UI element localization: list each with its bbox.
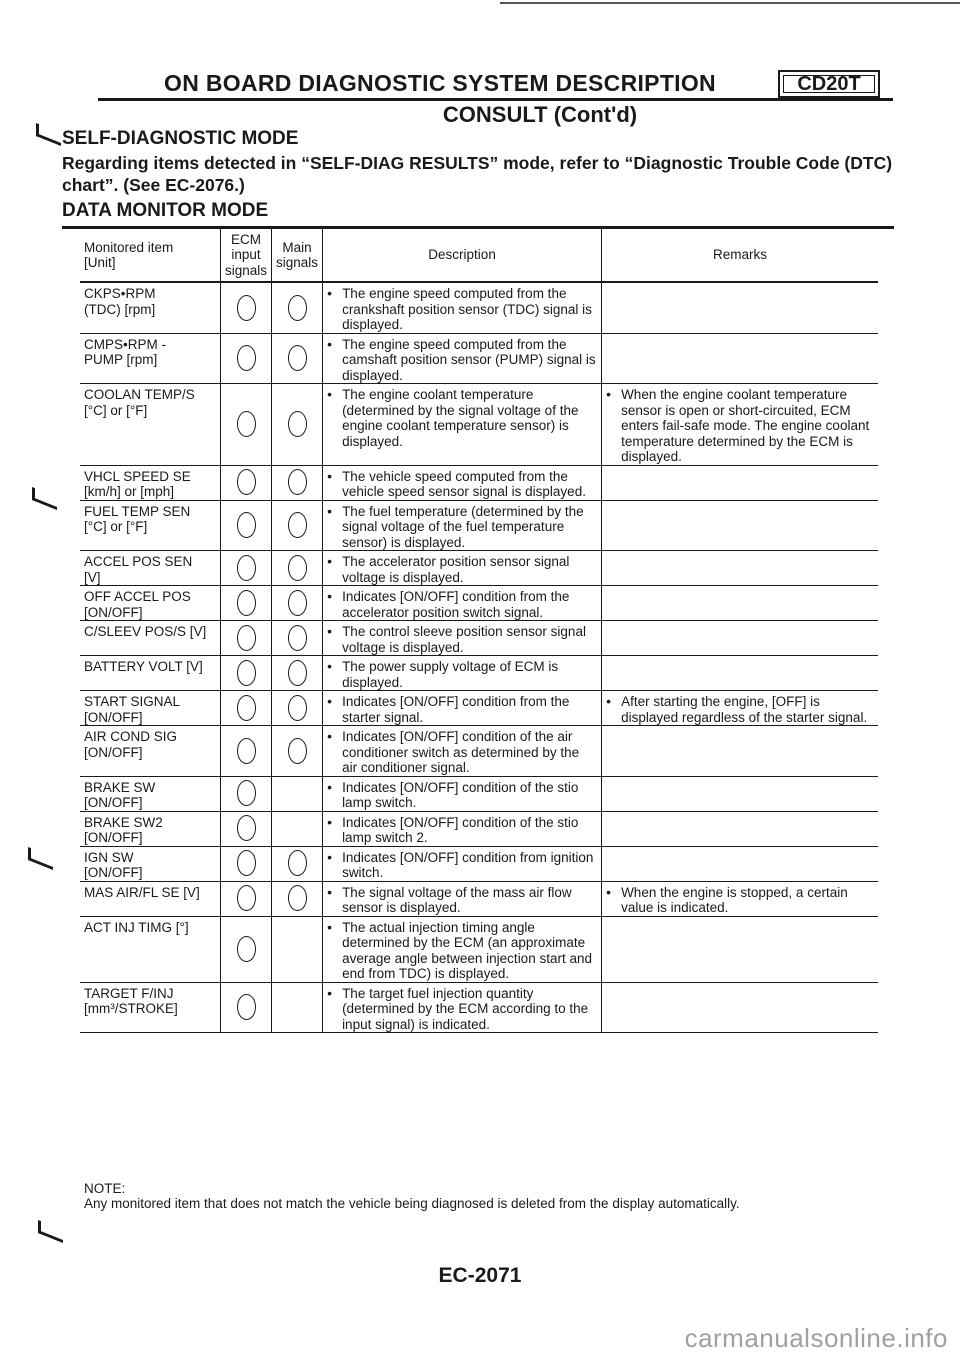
- ecm-input-cell: [221, 916, 272, 982]
- page-number: EC-2071: [438, 1264, 522, 1287]
- description-text: • The engine speed computed from the crankshaft position sensor (TDC) signal is displayed.: [327, 286, 597, 333]
- table-row: [80, 500, 878, 551]
- table-row: [80, 384, 878, 466]
- remarks-cell: [602, 916, 879, 982]
- page-subtitle: CONSULT (Cont'd): [442, 102, 638, 127]
- table-row: [80, 881, 878, 916]
- table-body: [80, 282, 878, 1033]
- col-header-description: Description: [323, 229, 602, 282]
- circle-mark-icon: [288, 469, 307, 495]
- circle-mark-icon: [288, 590, 307, 616]
- circle-mark-icon: [237, 885, 256, 911]
- ecm-input-cell: [221, 656, 272, 691]
- circle-mark-icon: [288, 695, 307, 721]
- engine-badge: CD20T: [778, 70, 880, 98]
- description-text: • Indicates [ON/OFF] condition of the stio lamp switch.: [327, 780, 597, 811]
- description-cell: [323, 811, 602, 846]
- description-cell: [323, 776, 602, 811]
- description-text: • The power supply voltage of ECM is displayed.: [327, 659, 597, 690]
- description-text: • The fuel temperature (determined by the signal voltage of the fuel temperature sensor) is displayed.: [327, 504, 597, 551]
- description-cell: [323, 500, 602, 551]
- ecm-input-cell: [221, 500, 272, 551]
- col-header-remarks: Remarks: [602, 229, 879, 282]
- circle-mark-icon: [288, 512, 307, 538]
- monitored-item: TARGET F/INJ [mm³/STROKE]: [80, 982, 221, 1033]
- main-signal-cell: [272, 621, 323, 656]
- title-rule: [98, 98, 893, 101]
- remarks-cell: [602, 551, 879, 586]
- ecm-input-cell: [221, 776, 272, 811]
- circle-mark-icon: [237, 295, 256, 321]
- table-row: [80, 726, 878, 777]
- main-signal-cell: [272, 551, 323, 586]
- col-header-main: Main signals: [272, 229, 323, 282]
- remarks-cell: [602, 500, 879, 551]
- monitored-item: ACCEL POS SEN [V]: [80, 551, 221, 586]
- description-cell: [323, 881, 602, 916]
- table-row: [80, 691, 878, 726]
- top-edge-line: [500, 2, 960, 4]
- main-signal-cell: [272, 982, 323, 1033]
- circle-mark-icon: [237, 738, 256, 764]
- ecm-input-cell: [221, 982, 272, 1033]
- remarks-cell: [602, 384, 879, 466]
- ecm-input-cell: [221, 846, 272, 881]
- circle-mark-icon: [288, 411, 307, 437]
- circle-mark-icon: [237, 780, 256, 806]
- circle-mark-icon: [288, 295, 307, 321]
- monitored-item: OFF ACCEL POS [ON/OFF]: [80, 586, 221, 621]
- main-signal-cell: [272, 333, 323, 384]
- remarks-text: • When the engine coolant temperature sensor is open or short-circuited, ECM enters fail-safe mode. The engine coolant temperature determined by the ECM is displayed.: [606, 387, 874, 465]
- circle-mark-icon: [237, 660, 256, 686]
- ecm-input-cell: [221, 881, 272, 916]
- self-diag-text: Regarding items detected in “SELF-DIAG RESULTS” mode, refer to “Diagnostic Trouble Code (DTC) chart”. (See EC-2076.): [62, 153, 893, 195]
- description-cell: [323, 656, 602, 691]
- main-signal-cell: [272, 656, 323, 691]
- description-text: • Indicates [ON/OFF] condition from the accelerator position switch signal.: [327, 589, 597, 620]
- monitored-item: CKPS•RPM (TDC) [rpm]: [80, 282, 221, 333]
- ecm-input-cell: [221, 691, 272, 726]
- remarks-cell: [602, 621, 879, 656]
- remarks-cell: [602, 586, 879, 621]
- description-cell: [323, 282, 602, 333]
- monitored-item: BATTERY VOLT [V]: [80, 656, 221, 691]
- remarks-cell: [602, 691, 879, 726]
- description-text: • The engine speed computed from the camshaft position sensor (PUMP) signal is displayed.: [327, 337, 597, 384]
- description-cell: [323, 726, 602, 777]
- monitored-item: AIR COND SIG [ON/OFF]: [80, 726, 221, 777]
- monitored-item: BRAKE SW [ON/OFF]: [80, 776, 221, 811]
- revision-mark-icon: [36, 123, 61, 146]
- description-text: • Indicates [ON/OFF] condition of the stio lamp switch 2.: [327, 815, 597, 846]
- table-row: [80, 282, 878, 333]
- watermark: carmanualsonline.info: [684, 1323, 948, 1353]
- page-title: ON BOARD DIAGNOSTIC SYSTEM DESCRIPTION: [164, 70, 716, 96]
- main-signal-cell: [272, 846, 323, 881]
- circle-mark-icon: [237, 411, 256, 437]
- table-row: [80, 811, 878, 846]
- main-signal-cell: [272, 881, 323, 916]
- ecm-input-cell: [221, 465, 272, 500]
- col-header-item: Monitored item [Unit]: [80, 229, 221, 282]
- description-cell: [323, 465, 602, 500]
- circle-mark-icon: [237, 695, 256, 721]
- monitored-item: MAS AIR/FL SE [V]: [80, 881, 221, 916]
- table-row: [80, 621, 878, 656]
- description-cell: [323, 916, 602, 982]
- table-row: [80, 916, 878, 982]
- circle-mark-icon: [288, 345, 307, 371]
- data-monitor-table: [80, 229, 878, 1033]
- ecm-input-cell: [221, 621, 272, 656]
- monitored-item: FUEL TEMP SEN [°C] or [°F]: [80, 500, 221, 551]
- main-signal-cell: [272, 691, 323, 726]
- table-row: [80, 982, 878, 1033]
- circle-mark-icon: [237, 590, 256, 616]
- description-text: • Indicates [ON/OFF] condition from the starter signal.: [327, 694, 597, 725]
- note-text: Any monitored item that does not match the vehicle being diagnosed is deleted from the display automatically.: [84, 1196, 740, 1211]
- remarks-cell: [602, 776, 879, 811]
- remarks-cell: [602, 333, 879, 384]
- monitored-item: C/SLEEV POS/S [V]: [80, 621, 221, 656]
- circle-mark-icon: [288, 885, 307, 911]
- remarks-cell: [602, 881, 879, 916]
- monitored-item: IGN SW [ON/OFF]: [80, 846, 221, 881]
- remarks-cell: [602, 726, 879, 777]
- ecm-input-cell: [221, 384, 272, 466]
- revision-mark-icon: [38, 1220, 63, 1243]
- table-row: [80, 465, 878, 500]
- description-text: • The signal voltage of the mass air flow sensor is displayed.: [327, 885, 597, 916]
- ecm-input-cell: [221, 333, 272, 384]
- description-text: • Indicates [ON/OFF] condition of the air conditioner switch as determined by the air conditioner signal.: [327, 729, 597, 776]
- main-signal-cell: [272, 811, 323, 846]
- monitored-item: VHCL SPEED SE [km/h] or [mph]: [80, 465, 221, 500]
- table-row: [80, 333, 878, 384]
- circle-mark-icon: [237, 815, 256, 841]
- ecm-input-cell: [221, 811, 272, 846]
- circle-mark-icon: [288, 555, 307, 581]
- remarks-cell: [602, 982, 879, 1033]
- remarks-cell: [602, 282, 879, 333]
- circle-mark-icon: [237, 994, 256, 1020]
- description-text: • The control sleeve position sensor signal voltage is displayed.: [327, 624, 597, 655]
- main-signal-cell: [272, 916, 323, 982]
- remarks-cell: [602, 465, 879, 500]
- main-signal-cell: [272, 500, 323, 551]
- description-text: • The accelerator position sensor signal voltage is displayed.: [327, 554, 597, 585]
- table-header-row: [80, 229, 878, 282]
- description-text: • The engine coolant temperature (determined by the signal voltage of the engine coolant temperature sensor) is displayed.: [327, 387, 597, 449]
- main-signal-cell: [272, 384, 323, 466]
- monitored-item: START SIGNAL [ON/OFF]: [80, 691, 221, 726]
- note-label: NOTE:: [84, 1181, 126, 1196]
- revision-mark-icon: [32, 487, 57, 510]
- description-cell: [323, 846, 602, 881]
- circle-mark-icon: [237, 512, 256, 538]
- ecm-input-cell: [221, 586, 272, 621]
- ecm-input-cell: [221, 726, 272, 777]
- circle-mark-icon: [237, 469, 256, 495]
- revision-mark-icon: [28, 847, 53, 870]
- table-row: [80, 551, 878, 586]
- monitored-item: BRAKE SW2 [ON/OFF]: [80, 811, 221, 846]
- description-text: • The actual injection timing angle determined by the ECM (an approximate average angle between injection start and end from TDC) is displayed.: [327, 920, 597, 982]
- data-monitor-heading: DATA MONITOR MODE: [62, 200, 269, 221]
- main-signal-cell: [272, 465, 323, 500]
- table-row: [80, 656, 878, 691]
- description-text: • The target fuel injection quantity (determined by the ECM according to the input signal) is indicated.: [327, 986, 597, 1033]
- description-cell: [323, 621, 602, 656]
- circle-mark-icon: [237, 555, 256, 581]
- description-text: • Indicates [ON/OFF] condition from ignition switch.: [327, 850, 597, 881]
- circle-mark-icon: [237, 345, 256, 371]
- circle-mark-icon: [288, 660, 307, 686]
- description-cell: [323, 586, 602, 621]
- monitored-item: ACT INJ TIMG [°]: [80, 916, 221, 982]
- remarks-cell: [602, 656, 879, 691]
- col-header-ecm: ECM input signals: [221, 229, 272, 282]
- remarks-cell: [602, 846, 879, 881]
- circle-mark-icon: [237, 850, 256, 876]
- description-cell: [323, 384, 602, 466]
- circle-mark-icon: [288, 625, 307, 651]
- ecm-input-cell: [221, 551, 272, 586]
- circle-mark-icon: [237, 936, 256, 962]
- circle-mark-icon: [237, 625, 256, 651]
- description-cell: [323, 691, 602, 726]
- remarks-text: • After starting the engine, [OFF] is displayed regardless of the starter signal.: [606, 694, 874, 725]
- main-signal-cell: [272, 776, 323, 811]
- description-cell: [323, 982, 602, 1033]
- table-row: [80, 846, 878, 881]
- circle-mark-icon: [288, 738, 307, 764]
- main-signal-cell: [272, 282, 323, 333]
- main-signal-cell: [272, 586, 323, 621]
- ecm-input-cell: [221, 282, 272, 333]
- self-diag-heading: SELF-DIAGNOSTIC MODE: [62, 128, 299, 149]
- monitored-item: COOLAN TEMP/S [°C] or [°F]: [80, 384, 221, 466]
- table-row: [80, 586, 878, 621]
- remarks-cell: [602, 811, 879, 846]
- remarks-text: • When the engine is stopped, a certain value is indicated.: [606, 885, 874, 916]
- description-text: • The vehicle speed computed from the vehicle speed sensor signal is displayed.: [327, 469, 597, 500]
- description-cell: [323, 551, 602, 586]
- monitored-item: CMPS•RPM - PUMP [rpm]: [80, 333, 221, 384]
- table-row: [80, 776, 878, 811]
- note: [84, 1181, 740, 1211]
- circle-mark-icon: [288, 850, 307, 876]
- description-cell: [323, 333, 602, 384]
- main-signal-cell: [272, 726, 323, 777]
